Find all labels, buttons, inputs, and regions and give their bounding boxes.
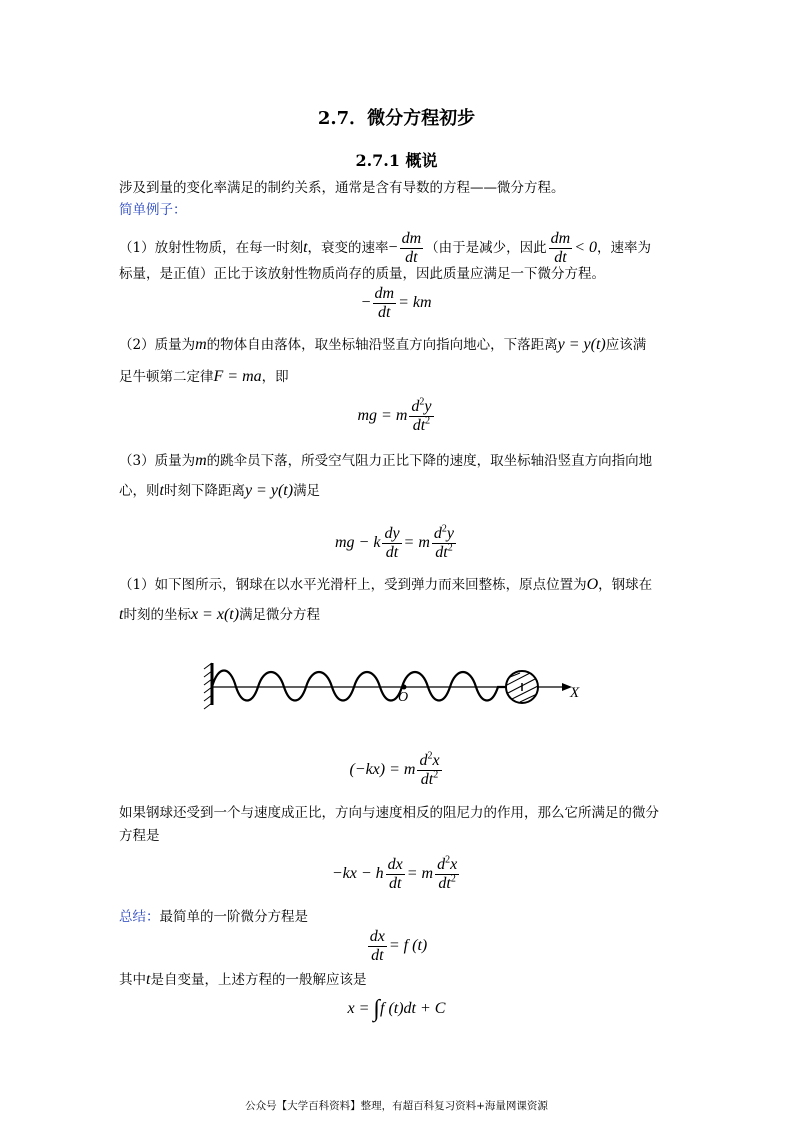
intro-text: 涉及到量的变化率满足的制约关系，通常是含有导数的方程——微分方程。 bbox=[119, 180, 565, 196]
summary-line: 总结：最简单的一阶微分方程是 bbox=[119, 909, 308, 925]
damped-line2: 方程是 bbox=[119, 828, 160, 844]
example2-line2: 足牛顿第二定律F = ma，即 bbox=[119, 368, 289, 385]
equation-spring: (−kx) = m $\frac{d^2x}{dt^2}$ bbox=[349, 750, 440, 788]
equation-general-solution: x = ∫f (t)dt + C bbox=[347, 996, 446, 1022]
equation-free-fall: mg = m $\frac{d^2y}{dt^2}$ bbox=[357, 396, 432, 434]
example3-line1: （3）质量为m的跳伞员下落，所受空气阻力正比下降的速度，取坐标轴沿竖直方向指向地 bbox=[119, 452, 653, 469]
section-title: 2.7．微分方程初步 bbox=[317, 108, 476, 129]
example4-line1: （1）如下图所示，钢球在以水平光滑杆上，受到弹力而来回整栋，原点位置为O，钢球在 bbox=[119, 576, 653, 593]
page-footer: 公众号【大学百科资料】整理，有超百科复习资料+海量网课资源 bbox=[245, 1100, 548, 1112]
origin-label: O bbox=[398, 690, 409, 705]
example1-line1: （1）放射性物质，在每一时刻t，衰变的速率− $\frac{dm}{dt}$ （由于是减少，因此 $\frac{dm}{dt}$ < 0，速率为 bbox=[119, 230, 651, 266]
example4-line2: t时刻的坐标x = x(t)满足微分方程 bbox=[119, 606, 321, 623]
example3-line2: 心，则t时刻下降距离y = y(t)满足 bbox=[119, 482, 321, 499]
subsection-title: 2.7.1 概说 bbox=[355, 151, 438, 170]
example2-line1: （2）质量为m的物体自由落体，取坐标轴沿竖直方向指向地心，下落距离y = y(t)应该满 bbox=[119, 336, 647, 353]
summary-line2: 其中t是自变量，上述方程的一般解应该是 bbox=[119, 971, 367, 988]
examples-label: 简单例子： bbox=[119, 202, 187, 218]
equation-decay: − $\frac{dm}{dt}$ = km bbox=[361, 285, 432, 321]
equation-parachute: mg − k $\frac{dy}{dt}$ = m $\frac{d^2y}{dt^2}$ bbox=[334, 523, 455, 561]
origin-dot bbox=[402, 685, 407, 690]
example1-line2: 标量，是正值）正比于该放射性物质尚存的质量，因此质量应满足一下微分方程。 bbox=[119, 266, 605, 282]
damped-line1: 如果钢球还受到一个与速度成正比，方向与速度相反的阻尼力的作用，那么它所满足的微分 bbox=[119, 805, 659, 821]
spring bbox=[212, 671, 506, 701]
equation-damped: −kx − h $\frac{dx}{dt}$ = m $\frac{d^2x}{dt^2}$ bbox=[331, 854, 458, 892]
spring-ball-figure bbox=[200, 655, 600, 715]
equation-first-order: $\frac{dx}{dt}$ = f (t) bbox=[369, 928, 428, 964]
axis-label: X bbox=[570, 685, 580, 701]
